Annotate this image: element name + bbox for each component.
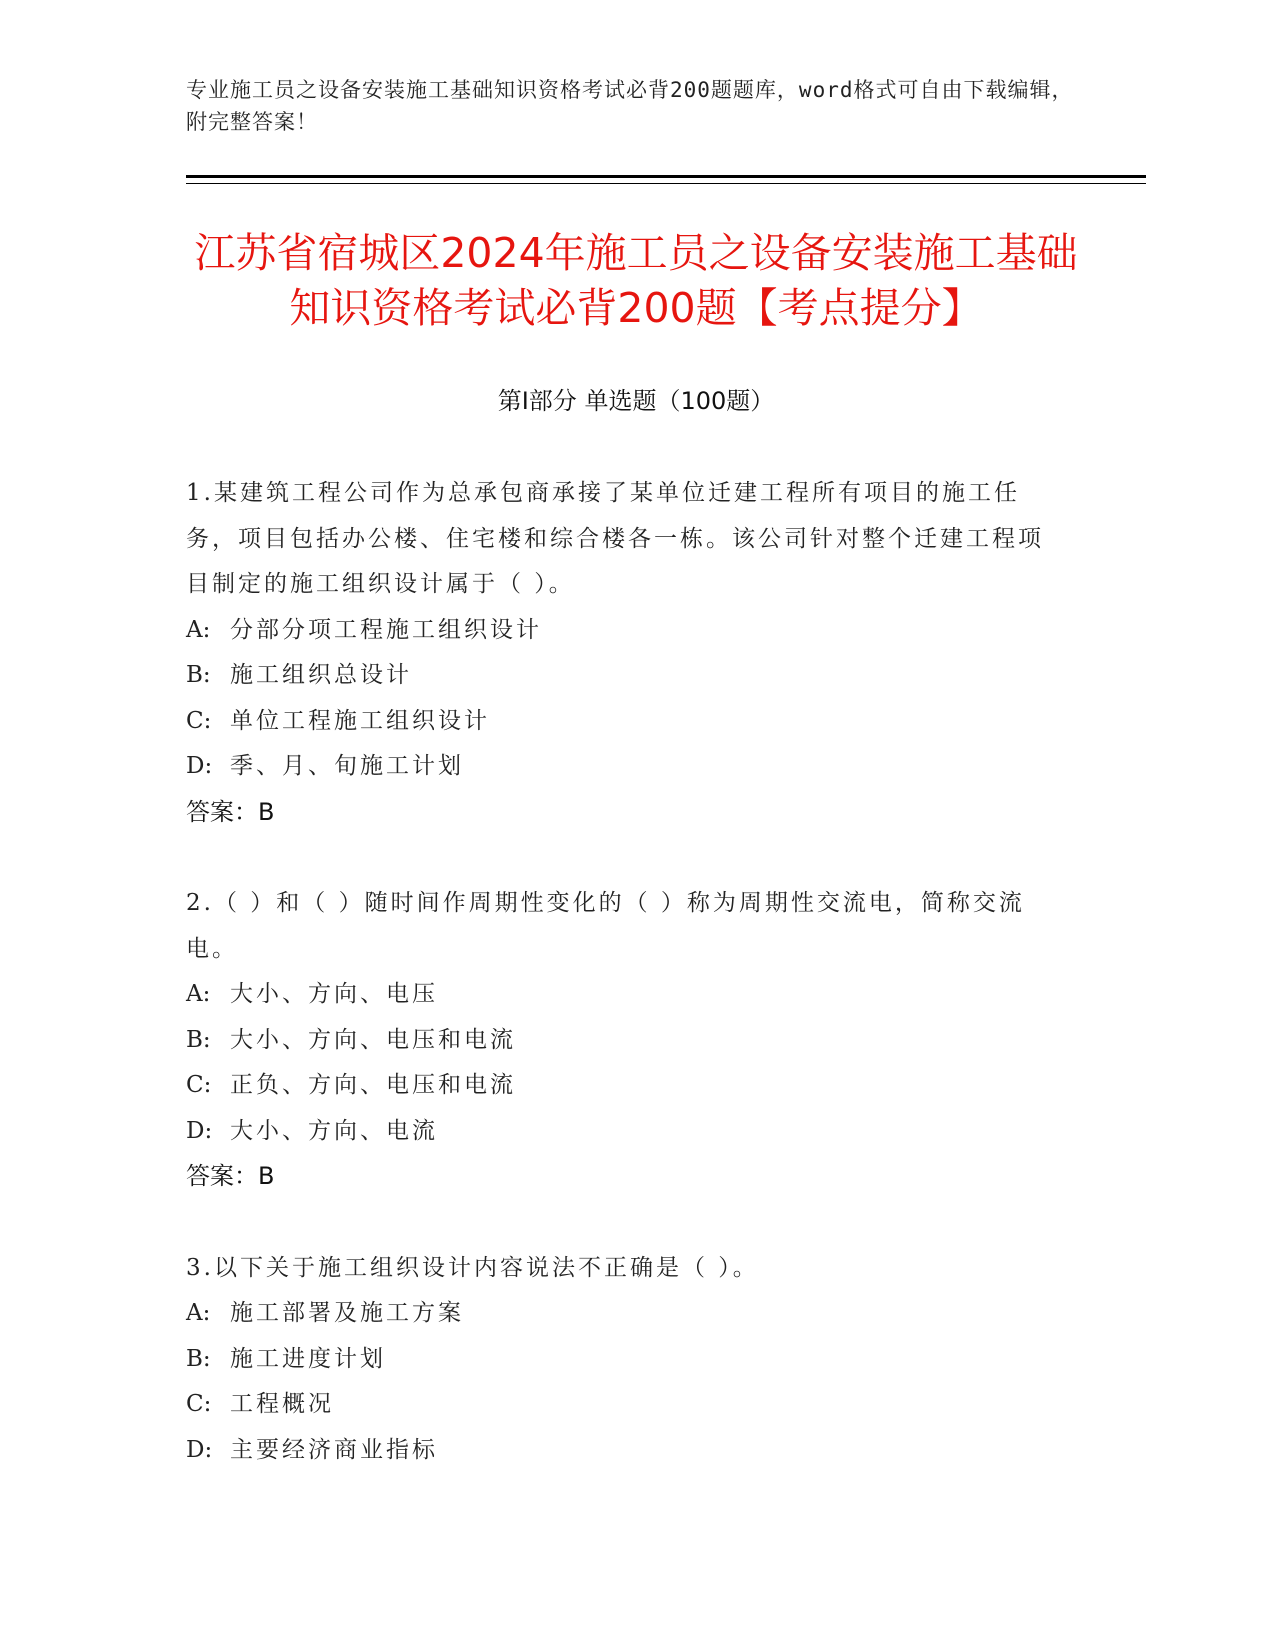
answer-option bbox=[186, 972, 1066, 1018]
header-rule-thick bbox=[186, 175, 1146, 178]
question-list bbox=[186, 471, 1066, 1519]
option-text: 大小、方向、电流 bbox=[230, 1117, 438, 1144]
answer-option bbox=[186, 699, 1066, 745]
option-text: 主要经济商业指标 bbox=[230, 1436, 438, 1463]
answer-option bbox=[186, 1018, 1066, 1064]
option-text: 大小、方向、电压 bbox=[230, 981, 438, 1007]
option-text: 施工进度计划 bbox=[230, 1345, 386, 1372]
option-key: B: bbox=[186, 662, 211, 688]
question-stem: 2.（ ）和（ ）随时间作周期性变化的（ ）称为周期性交流电，简称交流电。 bbox=[186, 890, 1025, 962]
option-key: C: bbox=[186, 1072, 212, 1098]
option-key: C: bbox=[186, 707, 212, 734]
question-stem: 1.某建筑工程公司作为总承包商承接了某单位迁建工程所有项目的施工任务，项目包括办公楼、住宅楼和综合楼各一栋。该公司针对整个迁建工程项目制定的施工组织设计属于（ ）。 bbox=[186, 480, 1044, 597]
option-key: D: bbox=[186, 753, 213, 779]
answer-option bbox=[186, 1109, 1066, 1155]
option-key: A: bbox=[186, 616, 211, 643]
answer-line: 答案：B bbox=[186, 1162, 275, 1190]
option-text: 正负、方向、电压和电流 bbox=[230, 1072, 516, 1098]
answer-option bbox=[186, 1063, 1066, 1109]
option-text: 施工部署及施工方案 bbox=[230, 1300, 464, 1326]
header-note: 专业施工员之设备安装施工基础知识资格考试必背200题题库，word格式可自由下载编辑，附完整答案！ bbox=[186, 78, 1074, 134]
answer-option bbox=[186, 653, 1066, 699]
answer-option bbox=[186, 1382, 1066, 1428]
option-key: A: bbox=[186, 1300, 211, 1326]
option-key: B: bbox=[186, 1345, 211, 1372]
option-key: A: bbox=[186, 981, 211, 1007]
document-title: 江苏省宿城区2024年施工员之设备安装施工基础知识资格考试必背200题【考点提分】 bbox=[194, 229, 1078, 332]
answer-option bbox=[186, 608, 1066, 654]
question-2 bbox=[186, 881, 1066, 1200]
answer-line: 答案：B bbox=[186, 797, 275, 826]
option-key: C: bbox=[186, 1391, 212, 1417]
question-stem: 3.以下关于施工组织设计内容说法不正确是（ ）。 bbox=[186, 1254, 759, 1281]
option-text: 分部分项工程施工组织设计 bbox=[230, 616, 542, 643]
option-text: 单位工程施工组织设计 bbox=[230, 707, 490, 734]
option-text: 大小、方向、电压和电流 bbox=[230, 1026, 516, 1053]
question-3 bbox=[186, 1246, 1066, 1474]
answer-option bbox=[186, 1428, 1066, 1474]
option-text: 工程概况 bbox=[230, 1391, 334, 1417]
option-key: B: bbox=[186, 1026, 211, 1053]
answer-option bbox=[186, 1291, 1066, 1337]
answer-option bbox=[186, 1337, 1066, 1383]
header-rule-thin bbox=[186, 183, 1146, 184]
option-key: D: bbox=[186, 1117, 213, 1144]
option-text: 季、月、旬施工计划 bbox=[230, 753, 464, 779]
option-key: D: bbox=[186, 1436, 213, 1463]
question-1 bbox=[186, 471, 1066, 835]
option-text: 施工组织总设计 bbox=[230, 662, 412, 688]
section-title: 第Ⅰ部分 单选题（100题） bbox=[497, 387, 775, 415]
answer-option bbox=[186, 744, 1066, 790]
